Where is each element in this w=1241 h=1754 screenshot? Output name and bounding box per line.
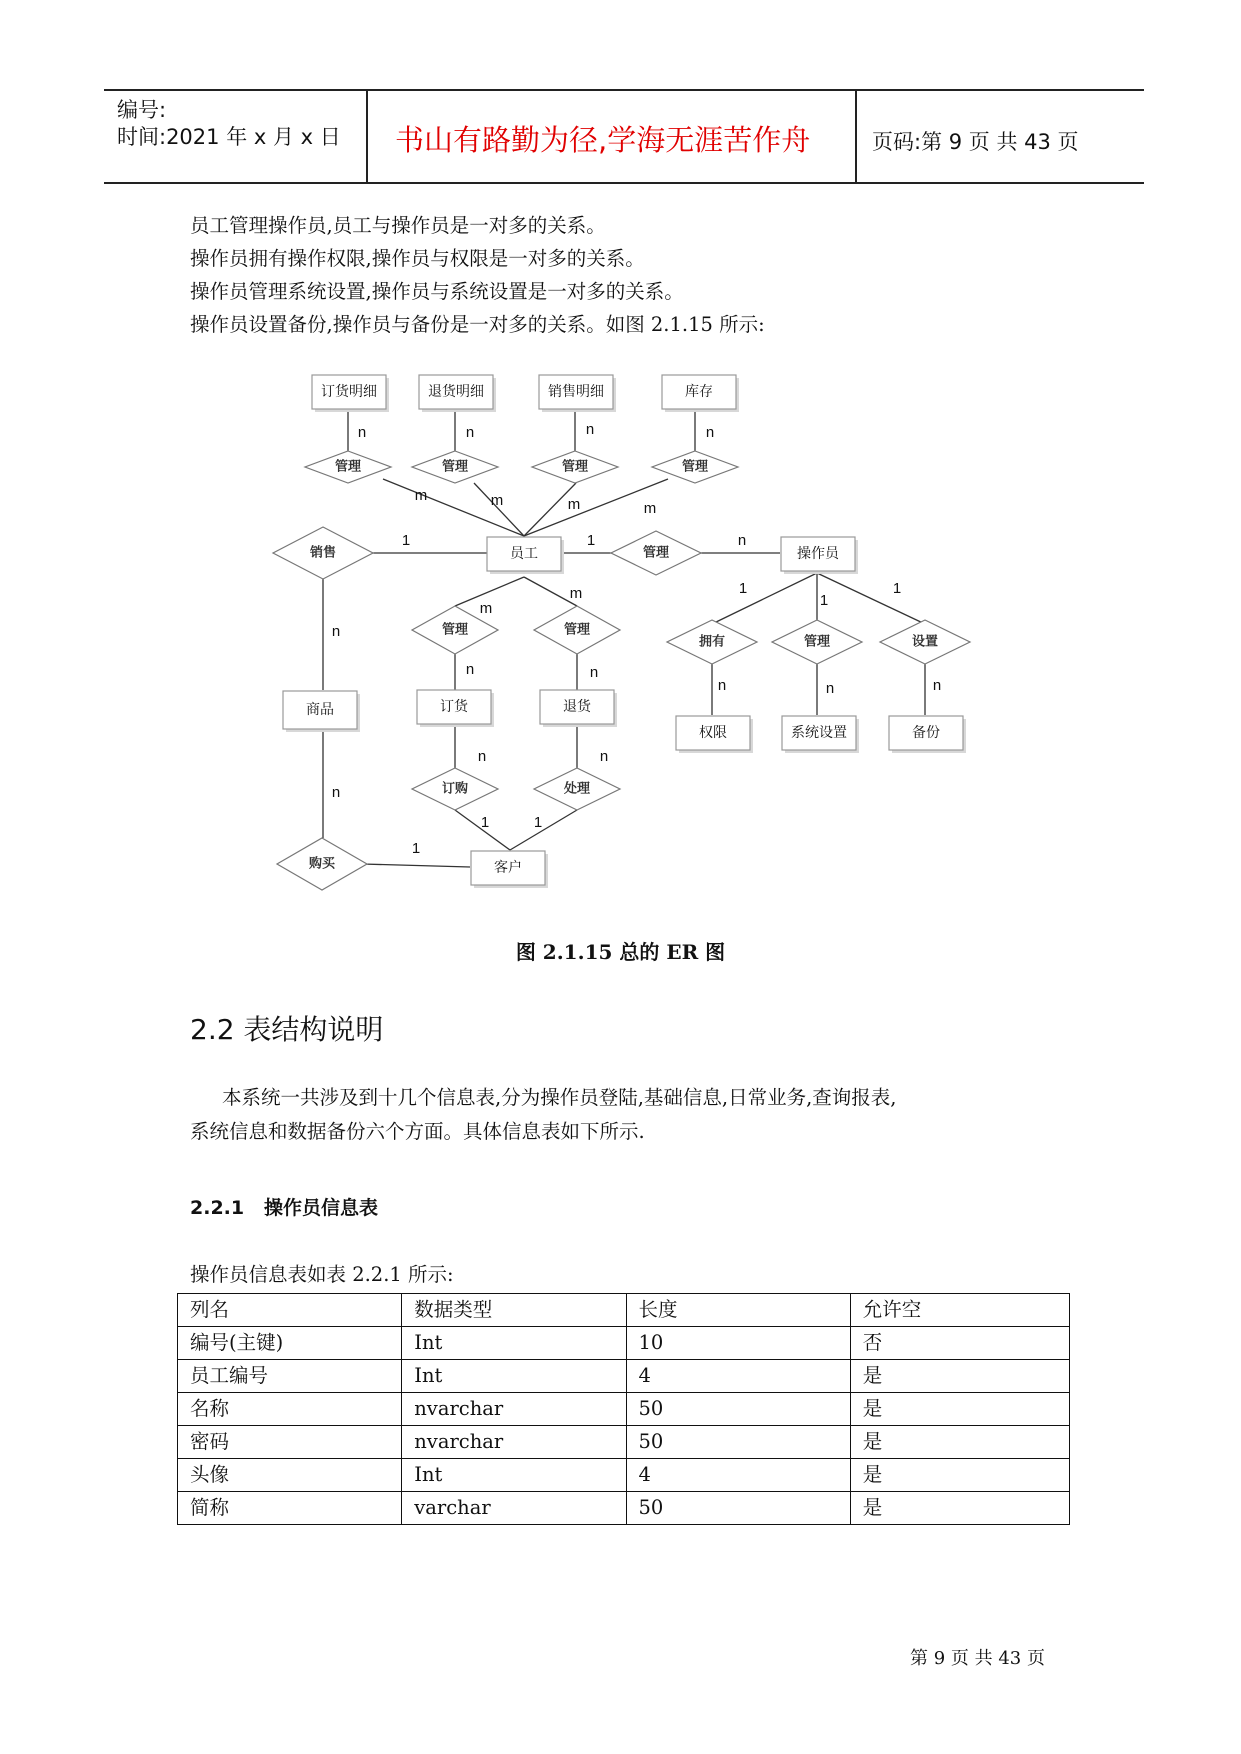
header-number-label: 编号: <box>117 98 167 122</box>
rel-manage-return-detail-label: 管理 <box>441 459 469 475</box>
rel-manage-order-detail-label: 管理 <box>334 459 362 475</box>
entity-backup-label: 备份 <box>912 725 940 741</box>
card-n-permission: n <box>717 676 727 694</box>
table-row <box>178 1327 1070 1360</box>
page-footer: 第 9 页 共 43 页 <box>910 1648 1045 1669</box>
table-cell: 简称 <box>178 1492 402 1525</box>
entity-product <box>283 691 360 732</box>
card-n-sales-detail: n <box>585 420 595 438</box>
table-row <box>178 1492 1070 1525</box>
rel-set-label: 设置 <box>911 634 939 650</box>
table-cell: Int <box>402 1459 626 1492</box>
subsection-heading <box>190 1193 378 1220</box>
table-cell: 头像 <box>178 1459 402 1492</box>
rel-manage-sales-detail <box>532 451 618 483</box>
table-row <box>178 1426 1070 1459</box>
table-cell: 是 <box>850 1393 1069 1426</box>
rel-handle <box>534 768 620 810</box>
table-cell: 是 <box>850 1360 1069 1393</box>
rel-set <box>880 620 970 664</box>
table-header-cell: 长度 <box>626 1294 850 1327</box>
table-cell: 50 <box>626 1393 850 1426</box>
subsection-number: 2.2.1 <box>190 1197 245 1219</box>
table-cell: 50 <box>626 1492 850 1525</box>
rel-buy-label: 购买 <box>308 856 336 872</box>
header-page-label: 页码:第 9 页 共 43 页 <box>872 130 1079 154</box>
rel-purchase-order <box>412 768 498 810</box>
rel-sell-label: 销售 <box>309 545 337 561</box>
entity-sales-detail <box>539 375 616 412</box>
table-row <box>178 1459 1070 1492</box>
table-header-cell: 数据类型 <box>402 1294 626 1327</box>
table-cell: nvarchar <box>402 1426 626 1459</box>
card-n-buy: n <box>331 783 341 801</box>
card-m-order: m <box>479 599 493 617</box>
card-n-return-detail: n <box>465 423 475 441</box>
table-cell: nvarchar <box>402 1393 626 1426</box>
card-m-3: m <box>567 495 581 513</box>
entity-permission-label: 权限 <box>699 725 727 741</box>
table-cell: 名称 <box>178 1393 402 1426</box>
rel-manage-sales-detail-label: 管理 <box>561 459 589 475</box>
section-paragraph-line-1: 本系统一共涉及到十几个信息表,分为操作员登陆,基础信息,日常业务,查询报表, <box>222 1086 897 1109</box>
table-header-row <box>178 1294 1070 1327</box>
rel-manage-operator <box>611 531 701 575</box>
card-n-product: n <box>331 622 341 640</box>
operator-info-table <box>177 1293 1070 1525</box>
card-n-inventory: n <box>705 423 715 441</box>
table-header-cell: 允许空 <box>850 1294 1069 1327</box>
entity-return-detail <box>419 375 496 412</box>
entity-customer-label: 客户 <box>494 860 522 876</box>
rel-manage-settings <box>772 620 862 664</box>
header-time-label: 时间:2021 年 x 月 x 日 <box>117 125 341 149</box>
entity-return-detail-label: 退货明细 <box>428 384 484 400</box>
card-1-purchase: 1 <box>480 813 490 831</box>
table-cell: 50 <box>626 1426 850 1459</box>
rel-manage-order-label: 管理 <box>441 622 469 638</box>
card-n-operator: n <box>737 531 747 549</box>
card-n-return: n <box>589 663 599 681</box>
entity-system-settings-label: 系统设置 <box>791 725 847 741</box>
card-m-1: m <box>414 486 428 504</box>
table-cell: 是 <box>850 1426 1069 1459</box>
entity-order-label: 订货 <box>440 699 468 715</box>
entity-permission <box>676 716 753 753</box>
card-1-own: 1 <box>738 579 748 597</box>
entity-product-label: 商品 <box>306 702 334 718</box>
card-n-order-detail: n <box>357 423 367 441</box>
table-row <box>178 1393 1070 1426</box>
rel-manage-operator-label: 管理 <box>642 545 670 561</box>
table-cell: 是 <box>850 1492 1069 1525</box>
card-m-4: m <box>643 499 657 517</box>
card-m-return: m <box>569 584 583 602</box>
section-heading: 2.2 表结构说明 <box>190 1013 384 1046</box>
rel-sell <box>273 527 373 579</box>
table-cell: Int <box>402 1327 626 1360</box>
entity-operator <box>781 537 858 574</box>
table-cell: 4 <box>626 1360 850 1393</box>
rel-manage-order-detail <box>305 451 391 483</box>
table-cell: 编号(主键) <box>178 1327 402 1360</box>
card-n-handle: n <box>599 747 609 765</box>
table-cell: 是 <box>850 1459 1069 1492</box>
rel-manage-return-detail <box>412 451 498 483</box>
subsection-title: 操作员信息表 <box>264 1197 379 1219</box>
table-cell: varchar <box>402 1492 626 1525</box>
header-slogan: 书山有路勤为径,学海无涯苦作舟 <box>395 123 811 157</box>
entity-inventory <box>662 375 739 412</box>
entity-return-label: 退货 <box>563 699 591 715</box>
card-m-2: m <box>490 491 504 509</box>
entity-order-detail-label: 订货明细 <box>321 384 377 400</box>
table-cell: Int <box>402 1360 626 1393</box>
rel-buy <box>277 838 367 890</box>
card-n-order: n <box>465 660 475 678</box>
entity-sales-detail-label: 销售明细 <box>548 384 604 400</box>
entity-order-detail <box>312 375 389 412</box>
entity-backup <box>889 716 966 753</box>
rel-manage-inventory-label: 管理 <box>681 459 709 475</box>
table-cell: 10 <box>626 1327 850 1360</box>
table-cell: 员工编号 <box>178 1360 402 1393</box>
rel-handle-label: 处理 <box>563 781 591 797</box>
entity-inventory-label: 库存 <box>685 384 713 400</box>
rel-own-label: 拥有 <box>698 634 726 650</box>
figure-caption: 图 2.1.15 总的 ER 图 <box>515 940 726 964</box>
card-n-settings: n <box>825 679 835 697</box>
intro-line-2: 操作员拥有操作权限,操作员与权限是一对多的关系。 <box>190 247 645 270</box>
intro-line-1: 员工管理操作员,员工与操作员是一对多的关系。 <box>190 214 606 237</box>
table-cell: 密码 <box>178 1426 402 1459</box>
card-1-handle: 1 <box>533 813 543 831</box>
card-1-buy: 1 <box>411 839 421 857</box>
intro-line-4: 操作员设置备份,操作员与备份是一对多的关系。如图 2.1.15 所示: <box>190 313 765 336</box>
rel-own <box>667 620 757 664</box>
entity-system-settings <box>782 716 859 753</box>
entity-employee-label: 员工 <box>510 546 538 562</box>
card-n-purchase: n <box>477 747 487 765</box>
entity-customer <box>471 851 548 888</box>
rel-manage-return <box>534 606 620 654</box>
card-n-backup: n <box>932 676 942 694</box>
rel-manage-inventory <box>652 451 738 483</box>
rel-manage-return-label: 管理 <box>563 622 591 638</box>
rel-manage-settings-label: 管理 <box>803 634 831 650</box>
card-1-set: 1 <box>892 579 902 597</box>
entity-operator-label: 操作员 <box>797 546 839 562</box>
card-1-sell: 1 <box>401 531 411 549</box>
entity-return <box>540 690 617 727</box>
card-1-manage-operator: 1 <box>586 531 596 549</box>
intro-line-3: 操作员管理系统设置,操作员与系统设置是一对多的关系。 <box>190 280 684 303</box>
table-row <box>178 1360 1070 1393</box>
table-cell: 否 <box>850 1327 1069 1360</box>
table-intro: 操作员信息表如表 2.2.1 所示: <box>190 1263 454 1286</box>
section-paragraph-line-2: 系统信息和数据备份六个方面。具体信息表如下所示. <box>190 1120 645 1143</box>
rel-purchase-order-label: 订购 <box>441 781 469 797</box>
entity-employee <box>487 537 564 574</box>
entity-order <box>417 690 494 727</box>
card-1-manage-settings: 1 <box>819 591 829 609</box>
table-header-cell: 列名 <box>178 1294 402 1327</box>
table-cell: 4 <box>626 1459 850 1492</box>
